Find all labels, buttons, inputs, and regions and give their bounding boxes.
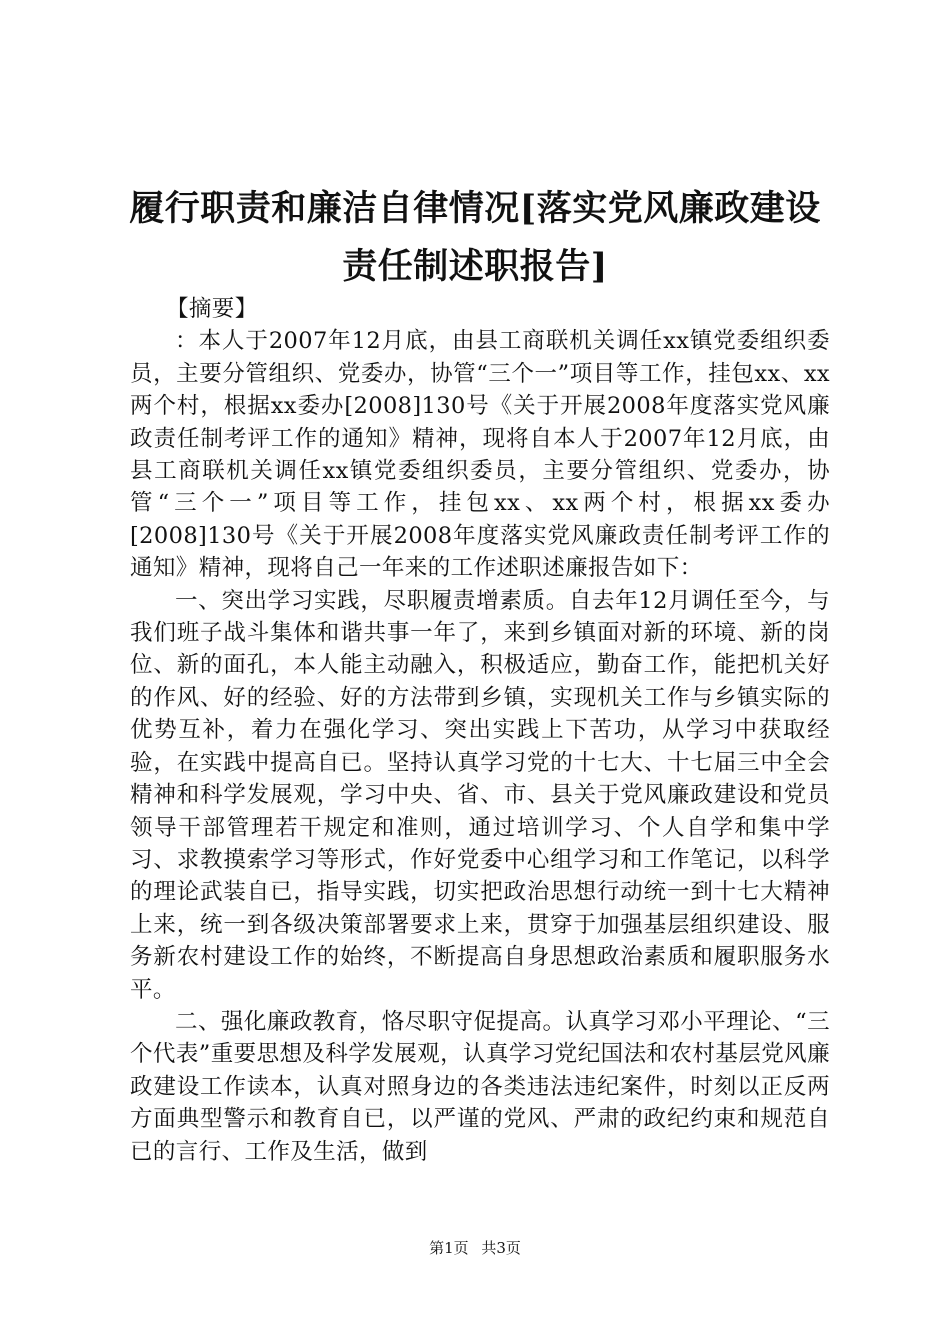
document-title — [110, 180, 840, 296]
page-total: 共3页 — [481, 1239, 521, 1257]
document-body — [130, 293, 830, 1168]
paragraph-section-2: 二、强化廉政教育，恪尽职守促提高。认真学习邓小平理论、“三个代表”重要思想及科学发展观，认真学习党纪国法和农村基层党风廉政建设工作读本，认真对照身边的各类违法违纪案件，时刻以正反两方面典型警示和教育自已，以严谨的党风、严肃的政纪约束和规范自已的言行、工作及生活，做到 — [130, 1008, 830, 1165]
abstract-label: 【摘要】 — [166, 296, 258, 322]
paragraph-section-1: 一、突出学习实践，尽职履责增素质。自去年12月调任至今，与我们班子战斗集体和谐共事一年了，来到乡镇面对新的环境、新的岗位、新的面孔，本人能主动融入，积极适应，勤奋工作，能把机关好的作风、好的经验、好的方法带到乡镇，实现机关工作与乡镇实际的优势互补，着力在强化学习、突出实践上下苦功，从学习中获取经验，在实践中提高自已。坚持认真学习党的十七大、十七届三中全会精神和科学发展观，学习中央、省、市、县关于党风廉政建设和党员领导干部管理若干规定和准则，通过培训学习、个人自学和集中学习、求教摸索学习等形式，作好党委中心组学习和工作笔记，以科学的理论武装自已，指导实践，切实把政治思想行动统一到十七大精神上来，统一到各级决策部署要求上来，贯穿于加强基层组织建设、服务新农村建设工作的始终，不断提高自身思想政治素质和履职服务水平。 — [130, 587, 830, 1003]
document-title-line-1: 履行职责和廉洁自律情况[落实党风廉政建设 — [129, 188, 821, 229]
paragraph-intro: ：本人于2007年12月底，由县工商联机关调任xx镇党委组织委员，主要分管组织、党委办，协管“三个一”项目等工作，挂包xx、xx两个村，根据xx委办[2008]130号《关于开展2008年度落实党风廉政责任制考评工作的通知》精神，现将自本人于2007年12月底，由县工商联机关调任xx镇党委组织委员，主要分管组织、党委办，协管“三个一”项目等工作，挂包xx、xx两个村，根据xx委办[2008]130号《关于开展2008年度落实党风廉政责任制考评工作的通知》精神，现将自己一年来的工作述职述廉报告如下： — [130, 328, 830, 582]
document-title-line-2: 责任制述职报告] — [342, 246, 608, 287]
page-number: 第1页 — [429, 1239, 469, 1257]
page-footer — [0, 1238, 950, 1258]
